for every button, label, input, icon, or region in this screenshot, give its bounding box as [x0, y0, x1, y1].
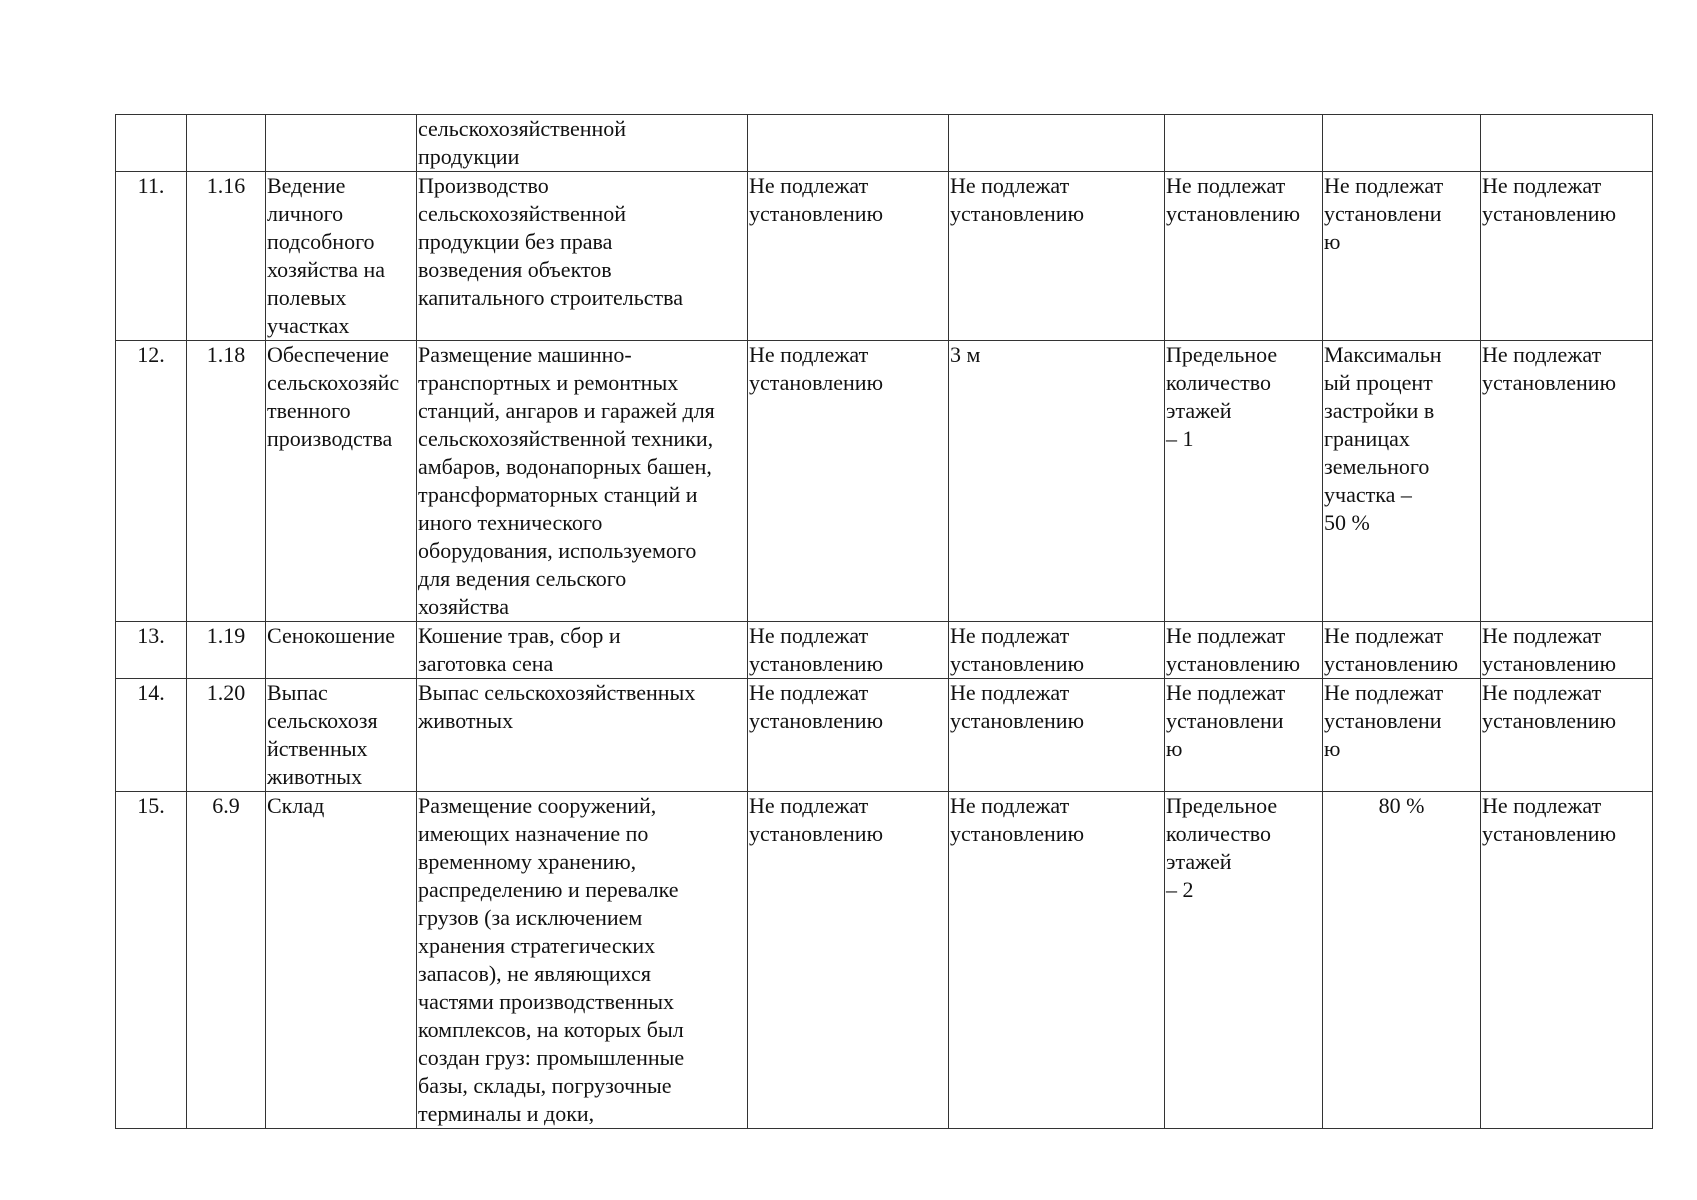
parameter-cell: [1481, 115, 1653, 172]
parameter-cell: [748, 115, 949, 172]
parameter-cell: Не подлежат установлени ю: [1323, 679, 1481, 792]
parameter-cell: Не подлежат установлению: [748, 792, 949, 1129]
land-use-name: Склад: [266, 792, 417, 1129]
parameter-cell: Не подлежат установлению: [949, 679, 1165, 792]
land-use-description: Выпас сельскохозяйственных животных: [417, 679, 748, 792]
parameter-cell: Не подлежат установлению: [748, 341, 949, 622]
parameter-cell: Не подлежат установлению: [949, 622, 1165, 679]
parameter-cell: 3 м: [949, 341, 1165, 622]
table-row: [116, 622, 1653, 679]
land-use-name: Выпас сельскохозя йственных животных: [266, 679, 417, 792]
parameter-cell: Не подлежат установлению: [949, 792, 1165, 1129]
row-number: [116, 115, 187, 172]
parameter-cell: Предельное количество этажей – 1: [1165, 341, 1323, 622]
parameter-cell: Не подлежат установлению: [1165, 172, 1323, 341]
row-number: 11.: [116, 172, 187, 341]
land-use-name: Сенокошение: [266, 622, 417, 679]
parameter-cell: Не подлежат установлению: [1481, 622, 1653, 679]
row-number: 13.: [116, 622, 187, 679]
parameter-cell: Не подлежат установлению: [748, 622, 949, 679]
land-use-description: Производство сельскохозяйственной продукции без права возведения объектов капитального строительства: [417, 172, 748, 341]
land-use-description: Кошение трав, сбор и заготовка сена: [417, 622, 748, 679]
land-use-description: Размещение машинно- транспортных и ремонтных станций, ангаров и гаражей для сельскохозяйственной техники, амбаров, водонапорных башен, трансформаторных станций и иного технического оборудования, используемого для ведения сельского хозяйства: [417, 341, 748, 622]
table-row: [116, 341, 1653, 622]
parameter-cell: Не подлежат установлению: [1481, 792, 1653, 1129]
parameter-cell: Предельное количество этажей – 2: [1165, 792, 1323, 1129]
land-use-name: Ведение личного подсобного хозяйства на полевых участках: [266, 172, 417, 341]
land-use-description: Размещение сооружений, имеющих назначение по временному хранению, распределению и перевалке грузов (за исключением хранения стратегических запасов), не являющихся частями производственных комплексов, на которых был создан груз: промышленные базы, склады, погрузочные терминалы и доки,: [417, 792, 748, 1129]
land-use-code: [187, 115, 266, 172]
land-use-code: 1.18: [187, 341, 266, 622]
table-row: [116, 679, 1653, 792]
table-row: [116, 172, 1653, 341]
parameter-cell: 80 %: [1323, 792, 1481, 1129]
row-number: 12.: [116, 341, 187, 622]
land-use-code: 1.19: [187, 622, 266, 679]
parameter-cell: Не подлежат установлению: [1481, 341, 1653, 622]
table-row: [116, 115, 1653, 172]
parameter-cell: Не подлежат установлени ю: [1165, 679, 1323, 792]
parameter-cell: [1165, 115, 1323, 172]
land-use-code: 6.9: [187, 792, 266, 1129]
parameter-cell: Не подлежат установлению: [1481, 172, 1653, 341]
parameter-cell: Не подлежат установлению: [1481, 679, 1653, 792]
parameter-cell: Не подлежат установлению: [1165, 622, 1323, 679]
land-use-description: сельскохозяйственной продукции: [417, 115, 748, 172]
land-use-code: 1.20: [187, 679, 266, 792]
parameter-cell: Максимальн ый процент застройки в границах земельного участка – 50 %: [1323, 341, 1481, 622]
land-use-code: 1.16: [187, 172, 266, 341]
parameter-cell: Не подлежат установлению: [748, 172, 949, 341]
row-number: 14.: [116, 679, 187, 792]
parameter-cell: Не подлежат установлению: [1323, 622, 1481, 679]
parameter-cell: Не подлежат установлени ю: [1323, 172, 1481, 341]
zoning-regulations-table: [115, 114, 1653, 1129]
parameter-cell: [1323, 115, 1481, 172]
land-use-name: Обеспечение сельскохозяйс твенного производства: [266, 341, 417, 622]
table-row: [116, 792, 1653, 1129]
parameter-cell: [949, 115, 1165, 172]
row-number: 15.: [116, 792, 187, 1129]
parameter-cell: Не подлежат установлению: [748, 679, 949, 792]
parameter-cell: Не подлежат установлению: [949, 172, 1165, 341]
land-use-name: [266, 115, 417, 172]
